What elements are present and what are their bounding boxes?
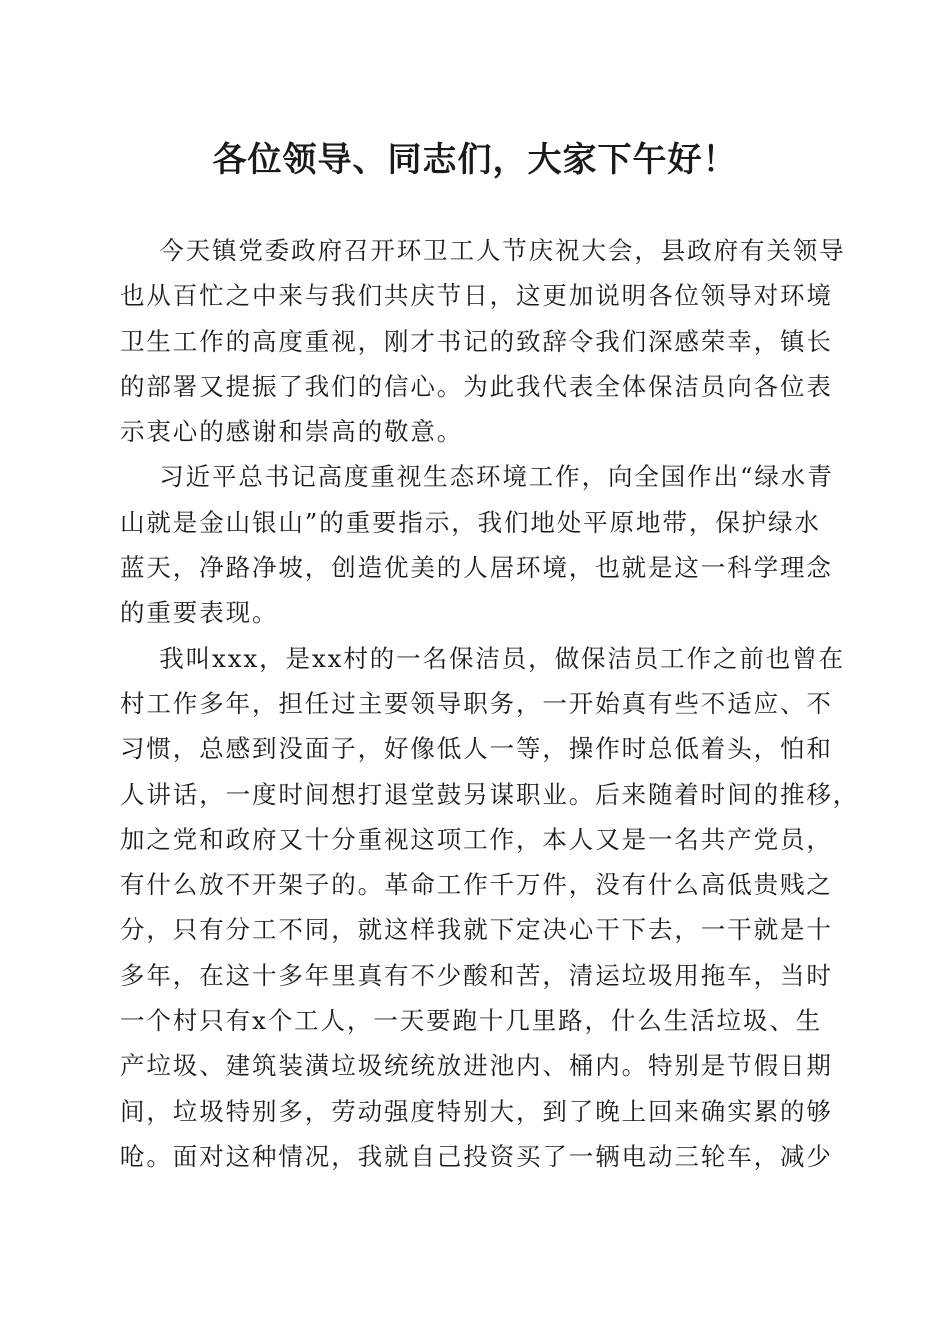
text-line: 示衷心的感谢和崇高的敬意。: [120, 417, 464, 447]
text-line: 习近平总书记高度重视生态环境工作，向全国作出“绿水青: [159, 462, 834, 492]
speech-title: 各位领导、同志们，大家下午好！: [212, 140, 738, 180]
text-line: 呛。面对这种情况，我就自己投资买了一辆电动三轮车，减少: [120, 1141, 833, 1171]
text-line: 产垃圾、建筑装潢垃圾统统放进池内、桶内。特别是节假日期: [120, 1051, 833, 1081]
text-line: 人讲话，一度时间想打退堂鼓另谋职业。后来随着时间的推移，: [120, 779, 860, 809]
text-line: 蓝天，净路净坡，创造优美的人居环境，也就是这一科学理念: [120, 553, 833, 583]
text-line: 间，垃圾特别多，劳动强度特别大，到了晚上回来确实累的够: [120, 1096, 833, 1126]
text-line: 习惯，总感到没面子，好像低人一等，操作时总低着头，怕和: [120, 734, 833, 764]
text-line: 一个村只有x个工人，一天要跑十几里路，什么生活垃圾、生: [120, 1006, 823, 1036]
speech-body: [120, 228, 860, 1179]
text-line: 今天镇党委政府召开环卫工人节庆祝大会，县政府有关领导: [159, 236, 846, 265]
text-line: 我叫xxx，是xx村的一名保洁员，做保洁员工作之前也曾在: [159, 643, 845, 673]
text-line: 的重要表现。: [120, 598, 279, 628]
paragraph-personal-story: [120, 636, 860, 1180]
text-line: 加之党和政府又十分重视这项工作，本人又是一名共产党员，: [120, 824, 833, 854]
paragraph-opening: [120, 228, 846, 454]
text-line: 的部署又提振了我们的信心。为此我代表全体保洁员向各位表: [120, 371, 833, 401]
text-line: 卫生工作的高度重视，刚才书记的致辞令我们深感荣幸，镇长: [120, 326, 833, 356]
text-line: 山就是金山银山”的重要指示，我们地处平原地带，保护绿水: [120, 507, 821, 537]
text-line: 多年，在这十多年里真有不少酸和苦，清运垃圾用拖车，当时: [120, 960, 833, 990]
text-line: 村工作多年，担任过主要领导职务，一开始真有些不适应、不: [120, 688, 833, 718]
paragraph-ecology: [120, 454, 840, 635]
text-line: 也从百忙之中来与我们共庆节日，这更加说明各位领导对环境: [120, 281, 833, 311]
text-line: 分，只有分工不同，就这样我就下定决心干下去，一干就是十: [120, 915, 833, 945]
text-line: 有什么放不开架子的。革命工作千万件，没有什么高低贵贱之: [120, 870, 833, 900]
